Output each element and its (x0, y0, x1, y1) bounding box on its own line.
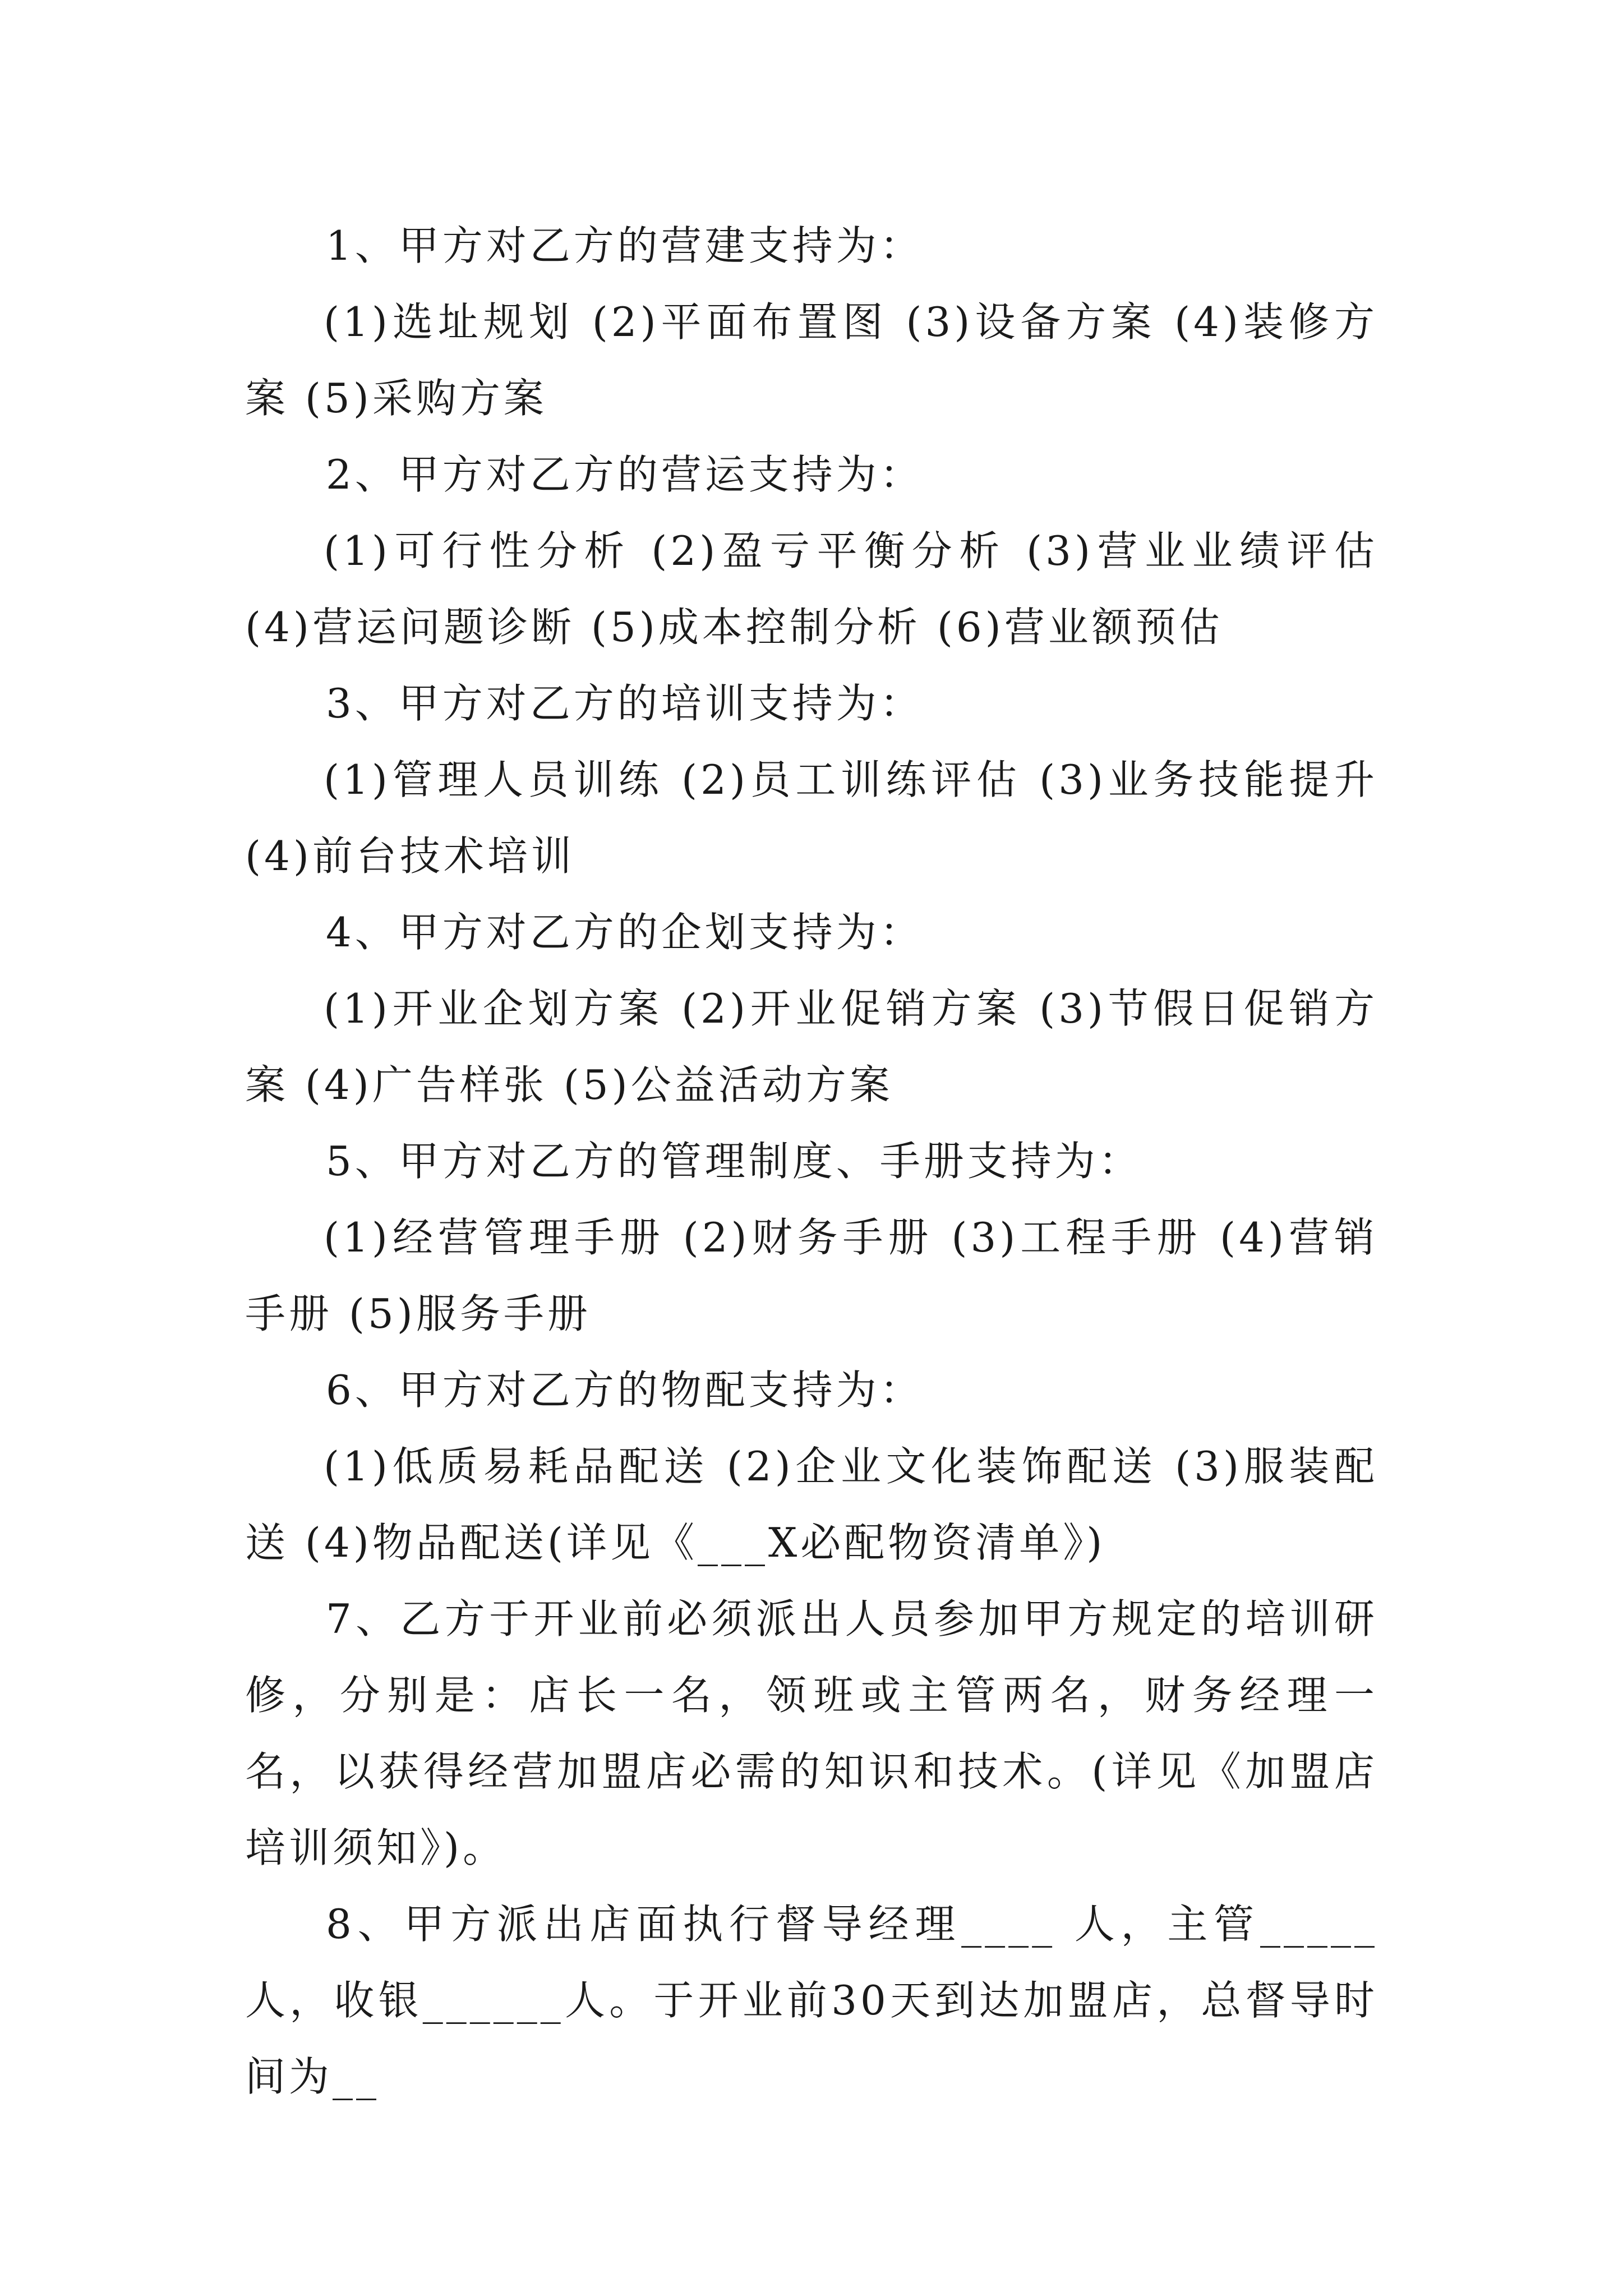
clause-1-items: (1)选址规划 (2)平面布置图 (3)设备方案 (4)装修方案 (5)采购方案 (245, 298, 1378, 422)
clause-3-heading: 3、甲方对乙方的培训支持为： (326, 680, 924, 727)
document-body (245, 208, 1394, 2115)
clause-4-items: (1)开业企划方案 (2)开业促销方案 (3)节假日促销方案 (4)广告样张 (5)公益活动方案 (245, 985, 1378, 1108)
clause-5-items: (1)经营管理手册 (2)财务手册 (3)工程手册 (4)营销手册 (5)服务手册 (245, 1214, 1378, 1337)
clause-2-items: (1)可行性分析 (2)盈亏平衡分析 (3)营业业绩评估 (4)营运问题诊断 (5)成本控制分析 (6)营业额预估 (245, 527, 1394, 651)
clause-5-heading: 5、甲方对乙方的管理制度、手册支持为： (326, 1138, 1142, 1185)
clause-1-heading: 1、甲方对乙方的营建支持为： (326, 222, 924, 269)
clause-7-text: 7、乙方于开业前必须派出人员参加甲方规定的培训研修，分别是：店长一名，领班或主管两名，财务经理一名，以获得经营加盟店必需的知识和技术。(详见《加盟店培训须知》)。 (245, 1595, 1378, 1871)
clause-2-heading: 2、甲方对乙方的营运支持为： (326, 451, 924, 498)
clause-6-items: (1)低质易耗品配送 (2)企业文化装饰配送 (3)服装配送 (4)物品配送(详见《___X必配物资清单》) (245, 1443, 1378, 1566)
clause-6-heading: 6、甲方对乙方的物配支持为： (326, 1366, 924, 1414)
clause-4-heading: 4、甲方对乙方的企划支持为： (326, 909, 924, 956)
clause-8-text: 8、甲方派出店面执行督导经理____ 人，主管_____人，收银______人。于开业前30天到达加盟店，总督导时间为__ (245, 1901, 1378, 2100)
clause-3-items: (1)管理人员训练 (2)员工训练评估 (3)业务技能提升 (4)前台技术培训 (245, 756, 1394, 880)
